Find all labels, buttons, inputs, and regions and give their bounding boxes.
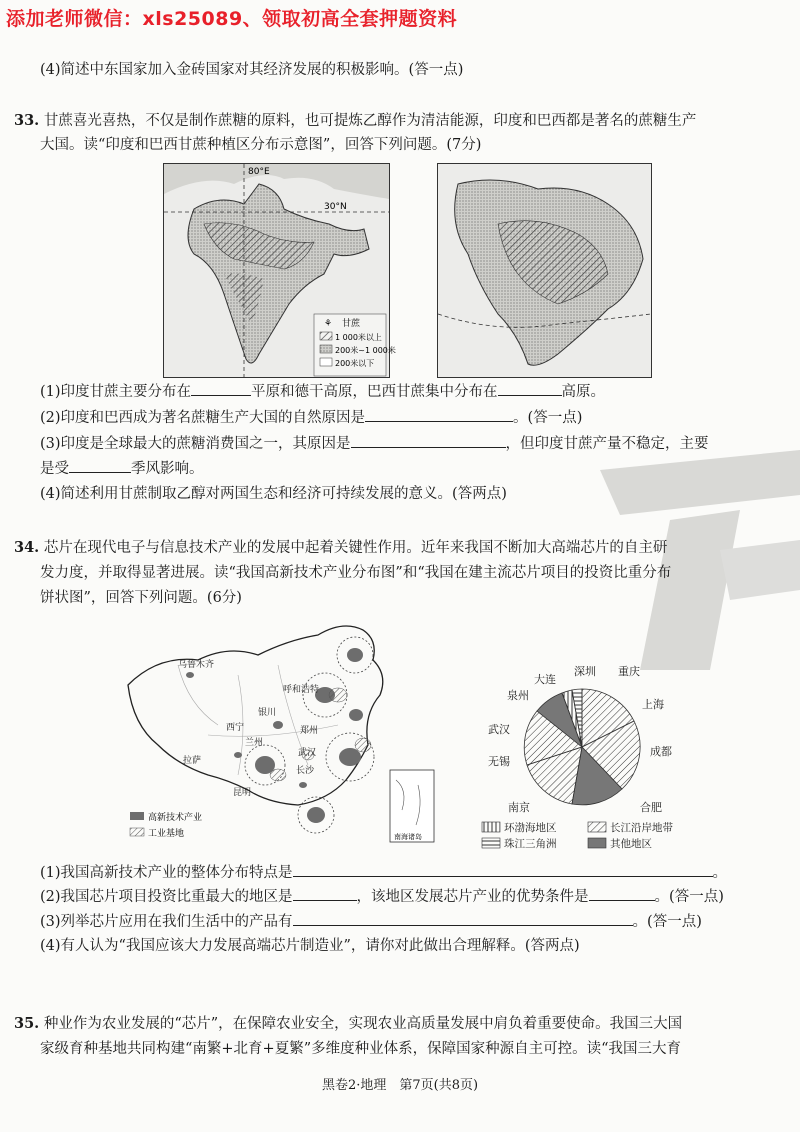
south-sea-inset-label: 南海诸岛 [394, 833, 422, 841]
q33-sub1-blank2[interactable] [498, 381, 562, 396]
q34-sub4: (4)有人认为“我国应该大力发展高端芯片制造业”，请你对此做出合理解释。(答两点) [40, 938, 580, 954]
pie-legend-swatch-other [588, 838, 606, 848]
pie-legend-yangtze: 长江沿岸地带 [610, 822, 673, 834]
pie-legend-bohai: 环渤海地区 [504, 822, 557, 834]
q33-sub3 [40, 433, 709, 454]
q34-sub2-part-b: ，该地区发展芯片产业的优势条件是 [356, 889, 589, 905]
q34-sub2 [40, 886, 724, 907]
india-sugarcane-map [163, 163, 396, 378]
q33-sub3-blank1[interactable] [351, 433, 506, 448]
legend-industrial: 工业基地 [148, 829, 185, 839]
pie-label-nanjing: 南京 [508, 801, 530, 814]
pie-legend-swatch-prd [482, 838, 500, 848]
q34-sub2-blank1[interactable] [293, 886, 357, 901]
q33-number: 33. [14, 112, 40, 129]
q34-sub1-part-b: 。 [712, 865, 728, 881]
q34-sub3-part-a: (3)列举芯片应用在我们生活中的产品有 [40, 914, 293, 930]
q32-item4: (4)简述中东国家加入金砖国家对其经济发展的积极影响。(答一点) [40, 62, 464, 78]
q33-sub3-part-d: 季风影响。 [131, 461, 204, 477]
q34-sub2-blank2[interactable] [589, 886, 655, 901]
q34-stem-line2: 发力度，并取得显著进展。读“我国高新技术产业分布图”和“我国在建主流芯片项目的投资比重分布 [40, 565, 672, 581]
brazil-map-graphic [438, 164, 651, 377]
q33-stem-line2: 大国。读“印度和巴西甘蔗种植区分布示意图”，回答下列问题。(7分) [40, 137, 482, 153]
legend-item-high: 1 000米以上 [335, 333, 382, 342]
q34-stem-line1 [14, 538, 667, 558]
pie-legend-other: 其他地区 [610, 838, 652, 850]
q33-stem-text1: 甘蔗喜光喜热，不仅是制作蔗糖的原料，也可提炼乙醇作为清洁能源，印度和巴西都是著名的蔗糖生产 [43, 113, 697, 129]
page-footer: 黑卷2·地理 第7页(共8页) [321, 1078, 479, 1093]
legend-hightech: 高新技术产业 [148, 813, 203, 823]
pie-label-shenzhen: 深圳 [574, 665, 596, 678]
q33-stem-line1 [14, 111, 696, 131]
q33-sub2-part-b: 。(答一点) [513, 410, 583, 426]
city-xining: 西宁 [226, 723, 245, 733]
q33-sub1-part-b: 平原和德干高原，巴西甘蔗集中分布在 [251, 384, 498, 400]
pie-label-chengdu: 成都 [650, 745, 672, 758]
legend-swatch-hightech [130, 812, 144, 820]
q33-sub3-part-a: (3)印度是全球最大的蔗糖消费国之一，其原因是 [40, 436, 351, 452]
city-changsha: 长沙 [296, 766, 315, 776]
city-wuhan: 武汉 [298, 748, 317, 758]
legend-item-low: 200米以下 [335, 359, 375, 368]
q35-number: 35. [14, 1015, 40, 1032]
pie-legend-swatch-bohai [482, 822, 500, 832]
india-legend-title: 甘蔗 [342, 319, 361, 329]
pie-label-dalian: 大连 [534, 673, 556, 686]
promo-watermark: 添加老师微信：xls25089、领取初高全套押题资料 [6, 8, 458, 30]
q34-sub3-part-b: 。(答一点) [632, 914, 702, 930]
q34-sub2-part-a: (2)我国芯片项目投资比重最大的地区是 [40, 889, 293, 905]
chip-investment-pie [470, 655, 710, 855]
q33-sub1-blank1[interactable] [191, 381, 251, 396]
pie-legend-prd: 珠江三角洲 [504, 838, 557, 850]
q33-sub3-cont [40, 458, 204, 479]
q33-sub2-blank[interactable] [365, 407, 513, 422]
q34-stem-line3: 饼状图”，回答下列问题。(6分) [40, 590, 242, 606]
q33-sub1-part-c: 高原。 [561, 384, 606, 400]
q35-stem-line1 [14, 1014, 682, 1034]
q34-sub1 [40, 862, 727, 883]
sugarcane-symbol-icon: ⚘ [324, 319, 333, 329]
india-latitude-label: 30°N [324, 202, 347, 212]
india-longitude-label: 80°E [248, 167, 270, 177]
city-lanzhou: 兰州 [245, 738, 264, 748]
pie-label-shanghai: 上海 [642, 698, 664, 711]
q33-sub3-part-b: ，但印度甘蔗产量不稳定，主要 [505, 436, 709, 452]
q33-sub1-part-a: (1)印度甘蔗主要分布在 [40, 384, 192, 400]
q33-sub1 [40, 381, 605, 402]
pie-label-hefei: 合肥 [640, 801, 662, 814]
q34-sub3-blank[interactable] [293, 911, 633, 926]
city-kunming: 昆明 [233, 788, 252, 798]
city-lhasa: 拉萨 [183, 756, 202, 766]
q34-sub1-part-a: (1)我国高新技术产业的整体分布特点是 [40, 865, 293, 881]
pie-label-wuxi: 无锡 [488, 755, 510, 768]
city-yinchuan: 银川 [258, 708, 277, 718]
pie-label-chongqing: 重庆 [618, 665, 640, 678]
q35-stem-text1: 种业作为农业发展的“芯片”，在保障农业安全，实现农业高质量发展中肩负着重要使命。我国三大国 [43, 1016, 683, 1032]
pie-label-quanzhou: 泉州 [507, 689, 529, 702]
legend-swatch-mid [320, 345, 332, 353]
pie-legend-swatch-yangtze [588, 822, 606, 832]
q33-sub2 [40, 407, 582, 428]
city-hohhot: 呼和浩特 [283, 685, 320, 695]
q34-number: 34. [14, 539, 40, 556]
legend-item-mid: 200米~1 000米 [335, 346, 396, 355]
china-hightech-map [118, 615, 436, 853]
city-zhengzhou: 郑州 [300, 726, 319, 736]
q35-stem-line2: 家级育种基地共同构建“南繁+北育+夏繁”多维度种业体系，保障国家种源自主可控。读“我国三大育 [40, 1041, 682, 1057]
city-urumqi: 乌鲁木齐 [178, 660, 215, 670]
legend-swatch-industrial [130, 828, 144, 836]
q33-sub3-part-c: 是受 [40, 461, 69, 477]
india-map-graphic [164, 164, 396, 377]
q34-stem-text1: 芯片在现代电子与信息技术产业的发展中起着关键性作用。近年来我国不断加大高端芯片的自主研 [43, 540, 668, 556]
q33-sub3-blank2[interactable] [69, 458, 131, 473]
q34-sub2-part-c: 。(答一点) [654, 889, 724, 905]
brazil-sugarcane-map [437, 163, 652, 378]
q34-sub1-blank[interactable] [293, 862, 713, 877]
q33-sub4: (4)简述利用甘蔗制取乙醇对两国生态和经济可持续发展的意义。(答两点) [40, 486, 507, 502]
legend-swatch-high [320, 332, 332, 340]
pie-label-wuhan: 武汉 [488, 723, 510, 736]
legend-swatch-low [320, 358, 332, 366]
q34-sub3 [40, 911, 702, 932]
q33-sub2-part-a: (2)印度和巴西成为著名蔗糖生产大国的自然原因是 [40, 410, 366, 426]
